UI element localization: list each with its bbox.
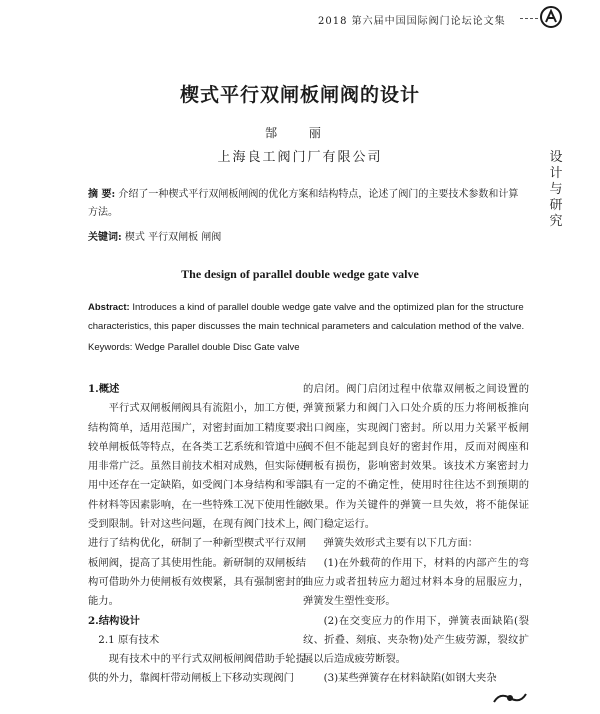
section-2-1-title: 2.1 原有技术: [98, 633, 160, 646]
author: 郜 丽: [265, 126, 335, 140]
list-item: (3)某些弹簧存在材料缺陷(如钢大夹杂: [323, 672, 497, 685]
abstract-en: [88, 298, 528, 336]
keywords-en: [88, 342, 300, 353]
list-item: (2)在交变应力的作用下，弹簧表面缺陷(裂纹、折叠、刻痕、夹杂物)处产生疲劳源，裂纹扩展以后造成疲劳断裂。: [303, 614, 529, 666]
side-char: 计: [549, 166, 563, 181]
header-rule: [520, 18, 538, 19]
en-abstract-text: Introduces a kind of parallel double wedge gate valve and the optimized plan for the structure characteristics, this paper discusses the main technical parameters and calculation method of the valve.: [88, 302, 525, 332]
running-header: 2018 第六届中国国际阀门论坛论文集: [318, 16, 506, 27]
side-char: 设: [549, 150, 563, 165]
keywords-cn: [88, 228, 221, 243]
side-char: 与: [549, 182, 563, 197]
section-2-title: 2.结构设计: [88, 614, 140, 627]
en-keywords-label: Keywords:: [88, 342, 133, 353]
keywords-label: 关键词:: [88, 232, 122, 243]
section-1-title: 1.概述: [88, 383, 120, 395]
en-keywords-text: Wedge Parallel double Disc Gate valve: [135, 342, 300, 353]
en-abstract-label: Abstract:: [88, 302, 130, 313]
keywords-text: 楔式 平行双闸板 闸阀: [124, 232, 222, 243]
conference-logo-icon: [540, 6, 562, 28]
abstract-text: 介绍了一种楔式平行双闸板闸阀的优化方案和结构特点，论述了阀门的主要技术参数和计算方法。: [88, 189, 519, 218]
abstract-label: 摘 要:: [88, 189, 116, 200]
list-item: (1)在外载荷的作用下，材料的内部产生的弯曲应力或者扭转应力超过材料本身的屈服应力，弹簧发生塑性变形。: [303, 556, 529, 608]
body-column-left: [88, 380, 306, 689]
abstract-cn: [88, 186, 528, 222]
english-title: The design of parallel double wedge gate valve: [181, 267, 419, 281]
paragraph: 现有技术中的平行式双闸板闸阀借助手轮提供的外力，靠阀杆带动闸板上下移动实现阀门: [88, 653, 306, 685]
paragraph: 弹簧失效形式主要有以下几方面：: [323, 537, 479, 550]
affiliation: 上海良工阀门厂有限公司: [217, 150, 383, 165]
side-char: 研: [549, 198, 563, 213]
paragraph: 平行式双闸板闸阀具有流阻小，加工方便，结构简单，适用范围广，对密封面加工精度要求较单闸板低等特点，在各类工艺系统和管道中应用非常广泛。虽然目前技术相对成熟，但实际使用中还存在一定缺陷，如受阀门本身结构和零部件材料等因素影响，在一些特殊工况下使用性能受到限制。针对这些问题，在现有阀门技术上，进行了结构优化，研制了一种新型楔式平行双闸板闸阀，提高了其使用性能。新研制的双闸板结构可借助外力使闸板有效楔紧，具有强制密封的能力。: [88, 402, 306, 608]
footer-ornament-icon: [490, 688, 530, 708]
side-char: 究: [549, 214, 563, 229]
body-column-right: [303, 380, 529, 689]
paragraph: 的启闭。阀门启闭过程中依靠双闸板之间设置的弹簧预紧力和阀门入口处介质的压力将闸板推向出口阀座，实现阀门密封。所以用力关紧平板闸阀不但不能起到良好的密封作用，反而对阀座和闸板有损伤，影响密封效果。该技术方案密封力具有一定的不确定性，使用时往往达不到预期的效果。作为关键件的弹簧一旦失效，将不能保证阀门稳定运行。: [303, 383, 529, 531]
paper-title: 楔式平行双闸板闸阀的设计: [179, 84, 420, 106]
